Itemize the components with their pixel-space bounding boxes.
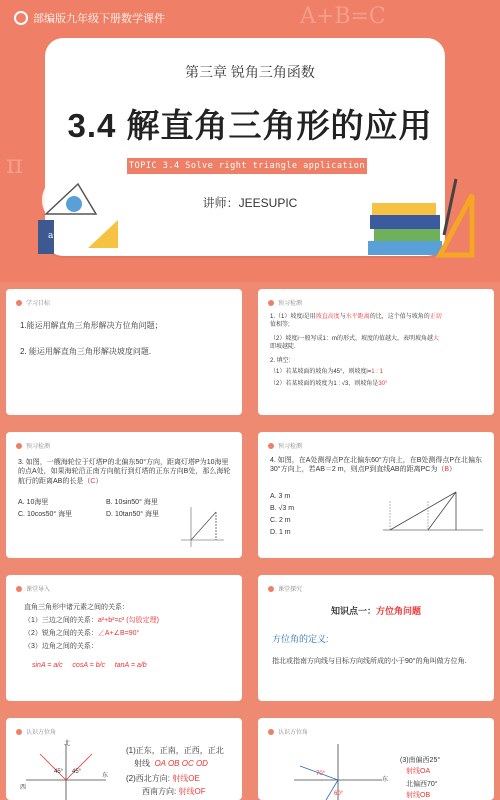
slide-heading: 认识方位角	[278, 730, 309, 736]
slide-header	[268, 584, 302, 593]
west-label: 西	[20, 785, 27, 791]
question-text: 2. 填空:	[270, 358, 291, 364]
slide-heading: 课堂导入	[26, 587, 51, 593]
header-dot-icon	[16, 443, 22, 449]
slide-header	[268, 727, 308, 736]
slide-class-intro[interactable]	[6, 575, 242, 701]
option-b: B. 10sin50° 海里	[106, 499, 158, 506]
slide-heading: 学习目标	[26, 301, 51, 307]
angle-label: 60°	[334, 791, 344, 797]
bearing-text: 西南方向: 射线OF	[142, 787, 206, 796]
east-label: 东	[102, 773, 109, 779]
slide-header	[16, 727, 56, 736]
triangle-diagram	[378, 484, 488, 544]
angle-label: 45°	[72, 769, 82, 775]
chapter-title: 第三章 锐角三角函数	[185, 64, 315, 80]
brand	[14, 10, 165, 26]
angle-label: 70°	[316, 771, 326, 777]
bearing-text: (1)正东，正南，正西，正北	[126, 746, 224, 755]
bg-math-decoration: π	[6, 150, 24, 180]
bearing-text: 北偏西70°	[406, 781, 438, 788]
definition-text: 指北或指南方向线与目标方向线所成的小于90°的角叫做方位角.	[272, 658, 467, 665]
question-text: （2）坡度i一般写成1：m的形式，坡度的值越大，表明坡角越大 即坡越陡.	[270, 336, 440, 351]
relation-line: （1）三边之间的关系：a²+b²=c² (勾股定理)	[24, 617, 159, 624]
option-c: C. 10cos50° 海里	[18, 511, 73, 518]
trig-formulas: sinA = a/c cosA = b/c tanA = a/b	[32, 662, 147, 669]
bearing-text: 射线OB	[406, 792, 431, 799]
question-text: 3. 如图，一艘海轮位于灯塔P的北偏东50°方向，距离灯塔P为10海里的点A处，如果海轮沿正南方向航行到灯塔的正东方向B处，那么海轮航行的距离AB的长是（C）	[18, 459, 231, 485]
angle-label: 45°	[54, 769, 64, 775]
slide-learning-goals[interactable]	[6, 289, 242, 415]
goal-line: 2. 能运用解直角三角形解决坡度问题.	[20, 347, 152, 356]
bearing-text: (3)南偏西25°	[400, 757, 441, 764]
option-a: A. 10海里	[18, 499, 49, 506]
question-text: （2）若某坡面的坡度为1 : √3，则坡角是30°	[270, 381, 388, 387]
question-text: （1）若某坡面的坡角为45°，则坡度i=1 : 1	[270, 369, 383, 375]
bearing-text: 射线OA	[406, 768, 431, 775]
relation-line: （3）边角之间的关系：	[24, 643, 98, 650]
brand-label: 部编版九年级下册数学课件	[33, 13, 165, 25]
slide-header	[16, 441, 50, 450]
brand-logo-icon	[14, 11, 28, 25]
option-d: D. 1 m	[270, 529, 291, 536]
relation-line: （2）锐角之间的关系：∠A+∠B=90°	[24, 630, 140, 637]
slide-preview-check-3[interactable]	[258, 432, 494, 558]
definition-title: 方位角的定义:	[272, 634, 329, 644]
header-dot-icon	[16, 586, 22, 592]
knowledge-point-title: 知识点一：方位角问题	[330, 606, 422, 616]
slide-class-explore[interactable]	[258, 575, 494, 701]
option-c: C. 2 m	[270, 517, 291, 524]
bearing-text: (2)西北方向: 射线OE	[126, 774, 200, 783]
header-dot-icon	[16, 300, 22, 306]
option-a: A. 3 m	[270, 493, 291, 500]
bg-math-decoration: A+B=C	[300, 4, 386, 29]
question-text: 4. 如图，在A处测得点P在北偏东60°方向上，在B处测得点P在北偏东30°方向上，若AB＝2 m，则点P到直线AB的距离PC为（B）	[270, 457, 483, 474]
slide-header	[16, 298, 50, 307]
header-dot-icon	[16, 729, 22, 735]
slide-heading: 预习检测	[278, 301, 303, 307]
intro-text: 直角三角形中诸元素之间的关系：	[24, 604, 129, 611]
header-dot-icon	[268, 443, 274, 449]
goal-line: 1.能运用解直角三角形解决方位角问题；	[20, 321, 163, 330]
formula-text: a²+b²=c²	[48, 231, 91, 241]
header-dot-icon	[268, 300, 274, 306]
slide-header	[268, 441, 302, 450]
slide-header	[268, 298, 302, 307]
slide-heading: 课堂探究	[278, 587, 303, 593]
east-label: 东	[382, 777, 389, 783]
bearing-text: 射线 OA OB OC OD	[134, 759, 208, 768]
slide-bearing-2[interactable]	[258, 718, 494, 800]
north-label: 北	[64, 741, 71, 747]
books-illustration	[360, 175, 480, 265]
slide-heading: 认识方位角	[26, 730, 57, 736]
topic-banner: TOPIC 3.4 Solve right triangle application	[127, 158, 367, 174]
slide-preview-check-1[interactable]	[258, 289, 494, 415]
slide-heading: 预习检测	[26, 444, 51, 450]
compass-diagram	[16, 740, 116, 800]
cover-slide[interactable]	[0, 0, 500, 282]
slide-bearing-1[interactable]	[6, 718, 242, 800]
lighthouse-diagram	[176, 502, 226, 552]
option-d: D. 10tan50° 海里	[106, 511, 159, 518]
question-text: 1.（1）坡度i是用坡直高度与水平距离的比，这个值与坡角的正切 值相等;	[270, 314, 442, 329]
slide-preview-check-2[interactable]	[6, 432, 242, 558]
lecturer-label: 讲师：JEESUPIC	[202, 196, 298, 210]
header-dot-icon	[268, 729, 274, 735]
slide-header	[16, 584, 50, 593]
option-b: B. √3 m	[270, 505, 295, 512]
header-dot-icon	[268, 586, 274, 592]
geometry-illustration	[18, 170, 128, 260]
page-title: 3.4 解直角三角形的应用	[67, 107, 433, 144]
slide-heading: 预习检测	[278, 444, 303, 450]
